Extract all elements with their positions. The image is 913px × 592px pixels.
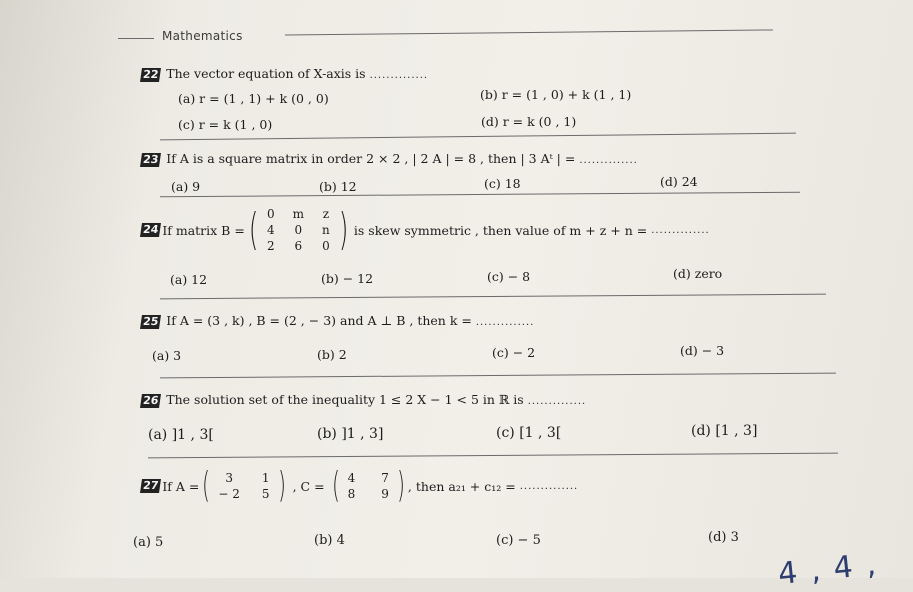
option-a[interactable]: (a) 12 (170, 272, 208, 287)
matrix-cell: 2 (266, 239, 275, 253)
option-b[interactable]: (b) ]1 , 3] (317, 426, 384, 442)
header-rule-right (285, 29, 773, 35)
question-number: 26 (140, 394, 161, 408)
matrix-cell: 0 (266, 207, 275, 221)
matrix-cell: 3 (225, 471, 233, 485)
option-b[interactable]: (b) 2 (317, 347, 347, 362)
question-text: The solution set of the inequality 1 ≤ 2 X − 1 < 5 in ℝ is (166, 392, 524, 407)
question-text-after: is skew symmetric , then value of m + z + n = (353, 222, 648, 238)
option-d[interactable]: (d) zero (673, 266, 723, 281)
option-d[interactable]: (d) r = k (0 , 1) (481, 114, 577, 129)
question-text: If A is a square matrix in order 2 × 2 , | 2 A | = 8 , then | 3 Aᵗ | = (166, 151, 576, 166)
option-c[interactable]: (c) [1 , 3[ (496, 425, 562, 441)
separator (160, 373, 836, 379)
matrix-cell: 6 (294, 239, 303, 253)
option-c[interactable]: (c) 18 (484, 176, 521, 191)
question-text-after: , then a₂₁ + c₁₂ = (407, 478, 516, 494)
matrix-cell: − 2 (218, 487, 240, 501)
matrix-cell: z (322, 207, 330, 221)
option-c[interactable]: (c) − 5 (496, 533, 541, 548)
answer-blank: .............. (369, 70, 429, 81)
matrix-cell: 0 (322, 239, 330, 253)
matrix-cell: m (292, 207, 305, 221)
left-paren: ( (202, 465, 211, 506)
matrix-a (199, 465, 288, 506)
question-26 (141, 392, 586, 408)
left-paren: ( (331, 465, 340, 506)
matrix-cell: 5 (261, 487, 270, 501)
option-a[interactable]: (a) r = (1 , 1) + k (0 , 0) (178, 91, 329, 106)
right-paren: ) (338, 204, 349, 255)
question-27 (141, 465, 579, 506)
option-d[interactable]: (d) − 3 (680, 343, 725, 358)
question-number: 27 (140, 479, 161, 493)
matrix-cell: 9 (381, 487, 389, 501)
matrix-cell: 4 (266, 223, 275, 237)
handwritten-note: 4 , 4 , (776, 546, 880, 592)
label-matrix-c: , C = (292, 478, 325, 494)
option-c[interactable]: (c) − 8 (487, 269, 531, 284)
matrix-cell: n (322, 223, 330, 237)
option-b[interactable]: (b) 4 (314, 533, 345, 548)
matrix-cell: 0 (294, 223, 303, 237)
answer-blank: .............. (579, 155, 638, 166)
question-24 (141, 204, 710, 255)
option-a[interactable]: (a) 9 (171, 179, 201, 194)
option-d[interactable]: (d) 3 (708, 530, 739, 545)
left-paren: ( (248, 204, 259, 255)
option-c[interactable]: (c) − 2 (492, 345, 536, 360)
option-d[interactable]: (d) [1 , 3] (691, 423, 758, 439)
question-number: 25 (140, 315, 161, 329)
option-d[interactable]: (d) 24 (660, 174, 698, 189)
answer-blank: .............. (519, 480, 579, 492)
separator (160, 192, 800, 197)
answer-blank: .............. (475, 317, 535, 328)
matrix-cell: 7 (381, 471, 389, 485)
label-matrix-a: If A = (162, 478, 200, 494)
matrix-cell: 4 (347, 471, 356, 485)
separator (160, 294, 826, 300)
matrix-b (245, 204, 352, 255)
option-a[interactable]: (a) 5 (133, 535, 164, 550)
right-paren: ) (397, 465, 405, 506)
separator (148, 453, 838, 459)
question-number: 24 (140, 223, 161, 237)
question-number: 23 (140, 153, 161, 167)
option-b[interactable]: (b) r = (1 , 0) + k (1 , 1) (480, 87, 632, 102)
question-22 (141, 66, 428, 82)
matrix-cell: 1 (261, 471, 270, 485)
question-25 (141, 313, 534, 329)
question-text: If A = (3 , k) , B = (2 , − 3) and A ⊥ B , then k = (166, 313, 472, 328)
question-text-before: If matrix B = (162, 222, 245, 238)
question-text: The vector equation of X-axis is (166, 66, 366, 81)
option-b[interactable]: (b) − 12 (321, 271, 374, 286)
answer-blank: .............. (651, 224, 710, 236)
answer-blank: .............. (527, 396, 587, 407)
separator (160, 133, 796, 141)
question-number: 22 (140, 68, 161, 82)
matrix-c (329, 465, 408, 506)
option-c[interactable]: (c) r = k (1 , 0) (178, 117, 273, 132)
matrix-cell: 8 (347, 487, 356, 501)
option-a[interactable]: (a) ]1 , 3[ (148, 427, 214, 443)
option-b[interactable]: (b) 12 (319, 179, 357, 194)
subject-title: Mathematics (162, 29, 243, 43)
option-a[interactable]: (a) 3 (152, 348, 182, 363)
header-rule-left (118, 38, 154, 39)
right-paren: ) (277, 465, 286, 506)
question-23 (141, 151, 638, 167)
